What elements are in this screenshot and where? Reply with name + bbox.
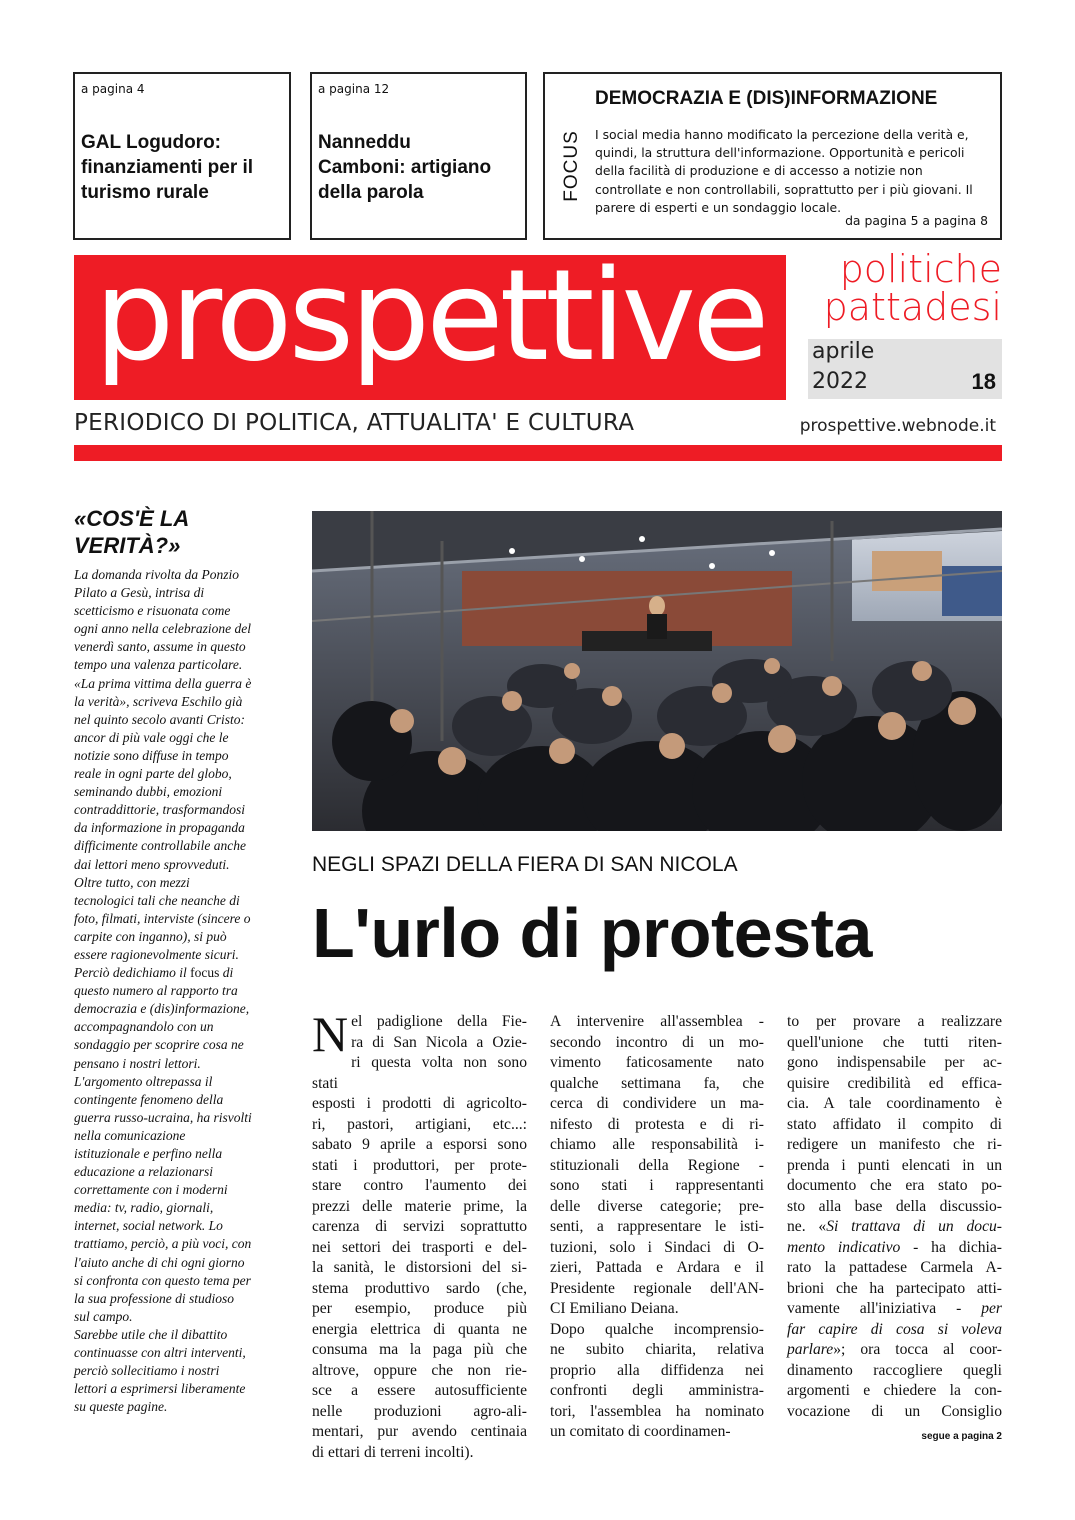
focus-text-line: I social media hanno modificato la percezione della verità e, [595, 127, 969, 142]
sidebar-text-line: nella comunicazione [74, 1127, 186, 1143]
article-line: stema produttivo sardo (che, [312, 1279, 527, 1297]
sidebar-text-line: guerra russo-ucraina, ha risvolti [74, 1109, 252, 1125]
article-photo [312, 511, 1002, 831]
teaser-page-ref: a pagina 4 [81, 82, 145, 96]
focus-label: FOCUS [561, 130, 582, 202]
sidebar-text [74, 566, 292, 1416]
article-line: proprio alla diffidenza nei [550, 1361, 764, 1379]
sidebar-text-line: carpite con inganno), si può [74, 928, 227, 944]
article-line: A intervenire all'assemblea - [550, 1013, 764, 1030]
article-line: dinamento raccogliere quegli [787, 1361, 1002, 1379]
article-headline: L'urlo di protesta [312, 894, 872, 972]
article-line: secondo incontro di un mo- [550, 1033, 764, 1051]
article-line: CI Emiliano Deiana. [550, 1300, 679, 1317]
masthead-title: prospettive [94, 242, 766, 389]
continued-on-page[interactable]: segue a pagina 2 [921, 1431, 1002, 1442]
sidebar-title [74, 505, 294, 559]
article-line: chiamo alle responsabilità i- [550, 1136, 764, 1153]
teaser-headline-line: Camboni: artigiano [318, 157, 492, 178]
sidebar-text-line: scetticismo e risuonata come [74, 603, 231, 619]
article-line: carenza di servizi soprattutto [312, 1218, 527, 1235]
teaser-gal-logudoro[interactable] [73, 72, 291, 240]
sidebar-text-line: si confronta con questo tema per [74, 1272, 251, 1288]
article-line: per esempio, produce più [312, 1300, 527, 1317]
dropcap: N [312, 1006, 349, 1062]
assembly-photo-illustration [312, 511, 1002, 831]
sidebar-text-line: pensano i nostri lettori. [74, 1055, 201, 1071]
sidebar-title-line: VERITÀ?» [74, 533, 181, 558]
sidebar-text-line: democrazia e (dis)informazione, [74, 1001, 250, 1017]
article-line [787, 1299, 1002, 1320]
sidebar-text-line: contraddittorie, trasformandosi [74, 802, 246, 818]
article-line: sce a essere autosufficiente [312, 1382, 527, 1399]
article-line: senti, a rappresentare le isti- [550, 1218, 764, 1235]
article-line: documento che era stato po- [787, 1177, 1002, 1194]
sidebar-text-line: contingente fenomeno della [74, 1091, 224, 1107]
article-line: tuzioni, solo i Sindaci di O- [550, 1238, 764, 1256]
sidebar-text-line: continuasse con altri interventi, [74, 1345, 246, 1361]
sidebar-text-line: venerdì santo, assume in questo [74, 639, 246, 655]
article-line: cerca di condividere un ma- [550, 1095, 764, 1112]
article-line: stituzionali della Regione - [550, 1156, 764, 1174]
sidebar-text-line: sul campo. [74, 1308, 133, 1324]
article-line: sto alla base della discussio- [787, 1197, 1002, 1215]
article-line: qualche settimana fa, che [550, 1074, 764, 1092]
teaser-headline [81, 130, 253, 205]
sidebar-text-line: tempo una valenza particolare. [74, 657, 243, 673]
article-line: mentari, pur avendo centinaia [312, 1423, 527, 1440]
sidebar-text-line: sondaggio per scoprire cosa ne [74, 1037, 244, 1053]
sidebar-text-line: «La prima vittima della guerra è [74, 675, 252, 691]
sidebar-text-line: questo numero al rapporto tra [74, 983, 238, 999]
article-column-1 [312, 1006, 527, 1463]
article-line: Dopo qualche incomprensio- [550, 1320, 764, 1338]
sidebar-text-line: foto, filmati, interviste (sincere o [74, 910, 251, 926]
text-span: mento indicativo [787, 1238, 901, 1256]
sidebar-text-line: seminando dubbi, emozioni [74, 784, 223, 800]
sidebar-text-line: L'argomento oltrepassa il [74, 1073, 213, 1089]
teaser-headline-line: finanziamenti per il [81, 157, 254, 178]
article-line: el padiglione della Fie- [351, 1013, 527, 1030]
article-line: ra di San Nicola a Ozie- [351, 1033, 527, 1051]
article-line: zieri, Pattada e Ardara e il [550, 1259, 764, 1276]
text-span: per [981, 1300, 1002, 1317]
sidebar-text-line: Sarebbe utile che il dibattito [74, 1326, 228, 1342]
article-line: to per provare a realizzare [787, 1013, 1002, 1030]
teaser-headline-line: della parola [318, 182, 424, 203]
text-span: far capire di cosa si voleva [787, 1320, 1002, 1338]
teaser-headline-line: turismo rurale [81, 182, 209, 203]
article-line: gono indispensabile per ac- [787, 1054, 1002, 1071]
article-line: consuma ma la paga più che [312, 1341, 527, 1358]
article-line: ri questa volta non sono stati [312, 1054, 527, 1092]
text-span: focus [190, 965, 220, 981]
sidebar-text-line: lettori a esprimersi liberamente [74, 1381, 246, 1397]
article-line: nei settori dei trasporti e del- [312, 1238, 527, 1256]
article-line: ne subito chiarita, relativa [550, 1341, 764, 1358]
focus-text [595, 126, 990, 217]
article-line: cia. A tale coordinamento è [787, 1095, 1002, 1112]
teaser-nanneddu-camboni[interactable] [310, 72, 527, 240]
article-line: tori, l'assemblea ha nominato [550, 1402, 764, 1420]
article-line [787, 1238, 1002, 1259]
text-span: di [219, 965, 234, 981]
article-line: nelle produzioni agro-ali- [312, 1402, 527, 1420]
sidebar-text-line: educazione a relazionarsi [74, 1164, 213, 1180]
teaser-headline-line: Nanneddu [318, 132, 411, 153]
issue-number: 18 [971, 369, 996, 394]
article-line: brioni che ha partecipato atti- [787, 1279, 1002, 1297]
focus-text-line: parere di esperti e un sondaggio locale. [595, 199, 842, 215]
article-line: stato affidato il compito di [787, 1115, 1002, 1133]
sidebar-text-line: media: tv, radio, giornali, [74, 1200, 214, 1216]
issue-month: aprile [812, 339, 875, 364]
sidebar-text-line: accompagnandolo con un [74, 1019, 214, 1035]
article-line: Presidente regionale dell'AN- [550, 1279, 764, 1297]
sidebar-text-line: la sua professione di studioso [74, 1290, 235, 1306]
article-column-2 [550, 1012, 764, 1443]
focus-box[interactable] [543, 72, 1002, 240]
issue-year: 2022 [812, 369, 868, 394]
text-span: parlare [787, 1341, 834, 1358]
article-line: quell'unione che tutti riten- [787, 1033, 1002, 1051]
sidebar-text-line: Pilato a Gesù, intrisa di [74, 585, 205, 601]
sidebar-text-line: notizie sono diffuse in tempo [74, 747, 229, 763]
article-line: stati i produttori, per prote- [312, 1156, 527, 1174]
sidebar-text-line: nel quinto secolo avanti Cristo: [74, 711, 245, 727]
article-column-3 [787, 1012, 1002, 1422]
text-span: Si trattava di un docu- [826, 1218, 1002, 1235]
sidebar-title-line: «COS'È LA [74, 506, 190, 531]
article-line: prezzi delle materie prime, la [312, 1197, 527, 1215]
article-line: la sanità, le distorsioni del si- [312, 1259, 527, 1276]
subtitle-line: politiche [839, 247, 1002, 291]
sidebar-text-line: trattiamo, perciò, a più voci, con [74, 1236, 252, 1252]
teaser-page-ref: a pagina 12 [318, 82, 390, 96]
sidebar-text-line: la verità», scriveva Eschilo già [74, 693, 243, 709]
sidebar-text-line: ancor di più vale oggi che le [74, 729, 229, 745]
masthead-banner [74, 242, 786, 400]
article-line: nifesto di protesta e di ri- [550, 1115, 764, 1133]
sidebar-text-line: istituzionale e perfino nella [74, 1146, 223, 1161]
sidebar-text-line: correttamente con i moderni [74, 1182, 228, 1198]
article-line [787, 1217, 1002, 1238]
article-line: prenda i punti elencati in un [787, 1156, 1002, 1174]
sidebar-text-line: dai lettori meno sprovveduti. [74, 856, 230, 872]
website-link[interactable]: prospettive.webnode.it [799, 416, 996, 436]
article-line [787, 1340, 1002, 1361]
article-line: energia elettrica di quanta ne [312, 1320, 527, 1338]
text-span: - ha dichia- [900, 1238, 1002, 1256]
focus-text-line: quindi, la struttura dell'informazione. Opportunità e pericoli [595, 145, 965, 161]
sidebar-text-line: La domanda rivolta da Ponzio [74, 567, 240, 582]
sidebar-text-line: difficimente controllabile anche [74, 838, 246, 854]
article-line: confronti degli amministra- [550, 1382, 764, 1399]
article-line: stare contro l'aumento dei [312, 1177, 527, 1194]
teaser-headline [318, 130, 491, 205]
sidebar-text-line: essere ragionevolmente sicuri. [74, 946, 239, 962]
sidebar-text-line: Oltre tutto, con mezzi [74, 874, 190, 890]
article-line: argomenti e chiedere la con- [787, 1382, 1002, 1399]
text-span: ne. « [787, 1218, 827, 1235]
text-span: vamente all'iniziativa - [787, 1300, 982, 1317]
article-line: ri, pastori, artigiani, etc...: [312, 1115, 527, 1133]
focus-text-line: controllate e non controllabili, soprattutto per i più giovani. Il [595, 181, 973, 197]
article-line: sono stati i rappresentanti [550, 1177, 764, 1194]
article-line: rato la pattadese Carmela A- [787, 1259, 1002, 1276]
focus-pages: da pagina 5 a pagina 8 [845, 213, 988, 228]
article-line: redigere un manifesto che ri- [787, 1136, 1002, 1153]
sidebar-text-line: reale in ogni parte del globo, [74, 766, 232, 782]
article-line: quisire credibilità ed effica- [787, 1074, 1002, 1092]
sidebar-text-line [74, 964, 292, 982]
sidebar-text-line: da informazione in propaganda [74, 820, 245, 836]
sidebar-text-line: l'aiuto anche di chi ogni giorno [74, 1254, 245, 1270]
sidebar-text-line: perciò sollecitiamo i nostri [74, 1363, 220, 1379]
issue-box [808, 339, 1002, 399]
article-line: sabato 9 aprile a esporsi sono [312, 1136, 527, 1153]
text-span: »; ora tocca al coor- [833, 1341, 1002, 1358]
article-line: un comitato di coordinamen- [550, 1423, 731, 1440]
article-line: di ettari di terreni incolti). [312, 1443, 474, 1461]
article-line: esposti i prodotti di agricolto- [312, 1095, 527, 1112]
sidebar-text-line: su queste pagine. [74, 1399, 168, 1415]
article-line [787, 1320, 1002, 1341]
focus-title: DEMOCRAZIA E (DIS)INFORMAZIONE [595, 88, 938, 109]
sidebar-text-line: ogni anno nella celebrazione del [74, 621, 251, 637]
masthead-tagline: PERIODICO DI POLITICA, ATTUALITA' E CULTURA [74, 410, 635, 436]
article-line: vimento faticosamente nato [550, 1054, 764, 1071]
masthead-divider [74, 445, 1002, 461]
text-span: Perciò dedichiamo il [74, 965, 191, 981]
article-line: vocazione di un Consiglio [787, 1402, 1002, 1420]
subtitle-line: pattadesi [823, 285, 1002, 329]
sidebar-text-line: tecnologici tali che neanche di [74, 892, 240, 908]
article-kicker: NEGLI SPAZI DELLA FIERA DI SAN NICOLA [312, 853, 738, 876]
article-line: delle diverse categorie; pre- [550, 1197, 764, 1215]
article-line: altrove, oppure che non rie- [312, 1361, 527, 1379]
masthead-subtitle [823, 247, 1002, 329]
sidebar-text-line: internet, social network. Lo [74, 1218, 223, 1234]
focus-text-line: della facilità di produzione e di accesso a notizie non [595, 163, 923, 179]
teaser-headline-line: GAL Logudoro: [81, 132, 222, 153]
